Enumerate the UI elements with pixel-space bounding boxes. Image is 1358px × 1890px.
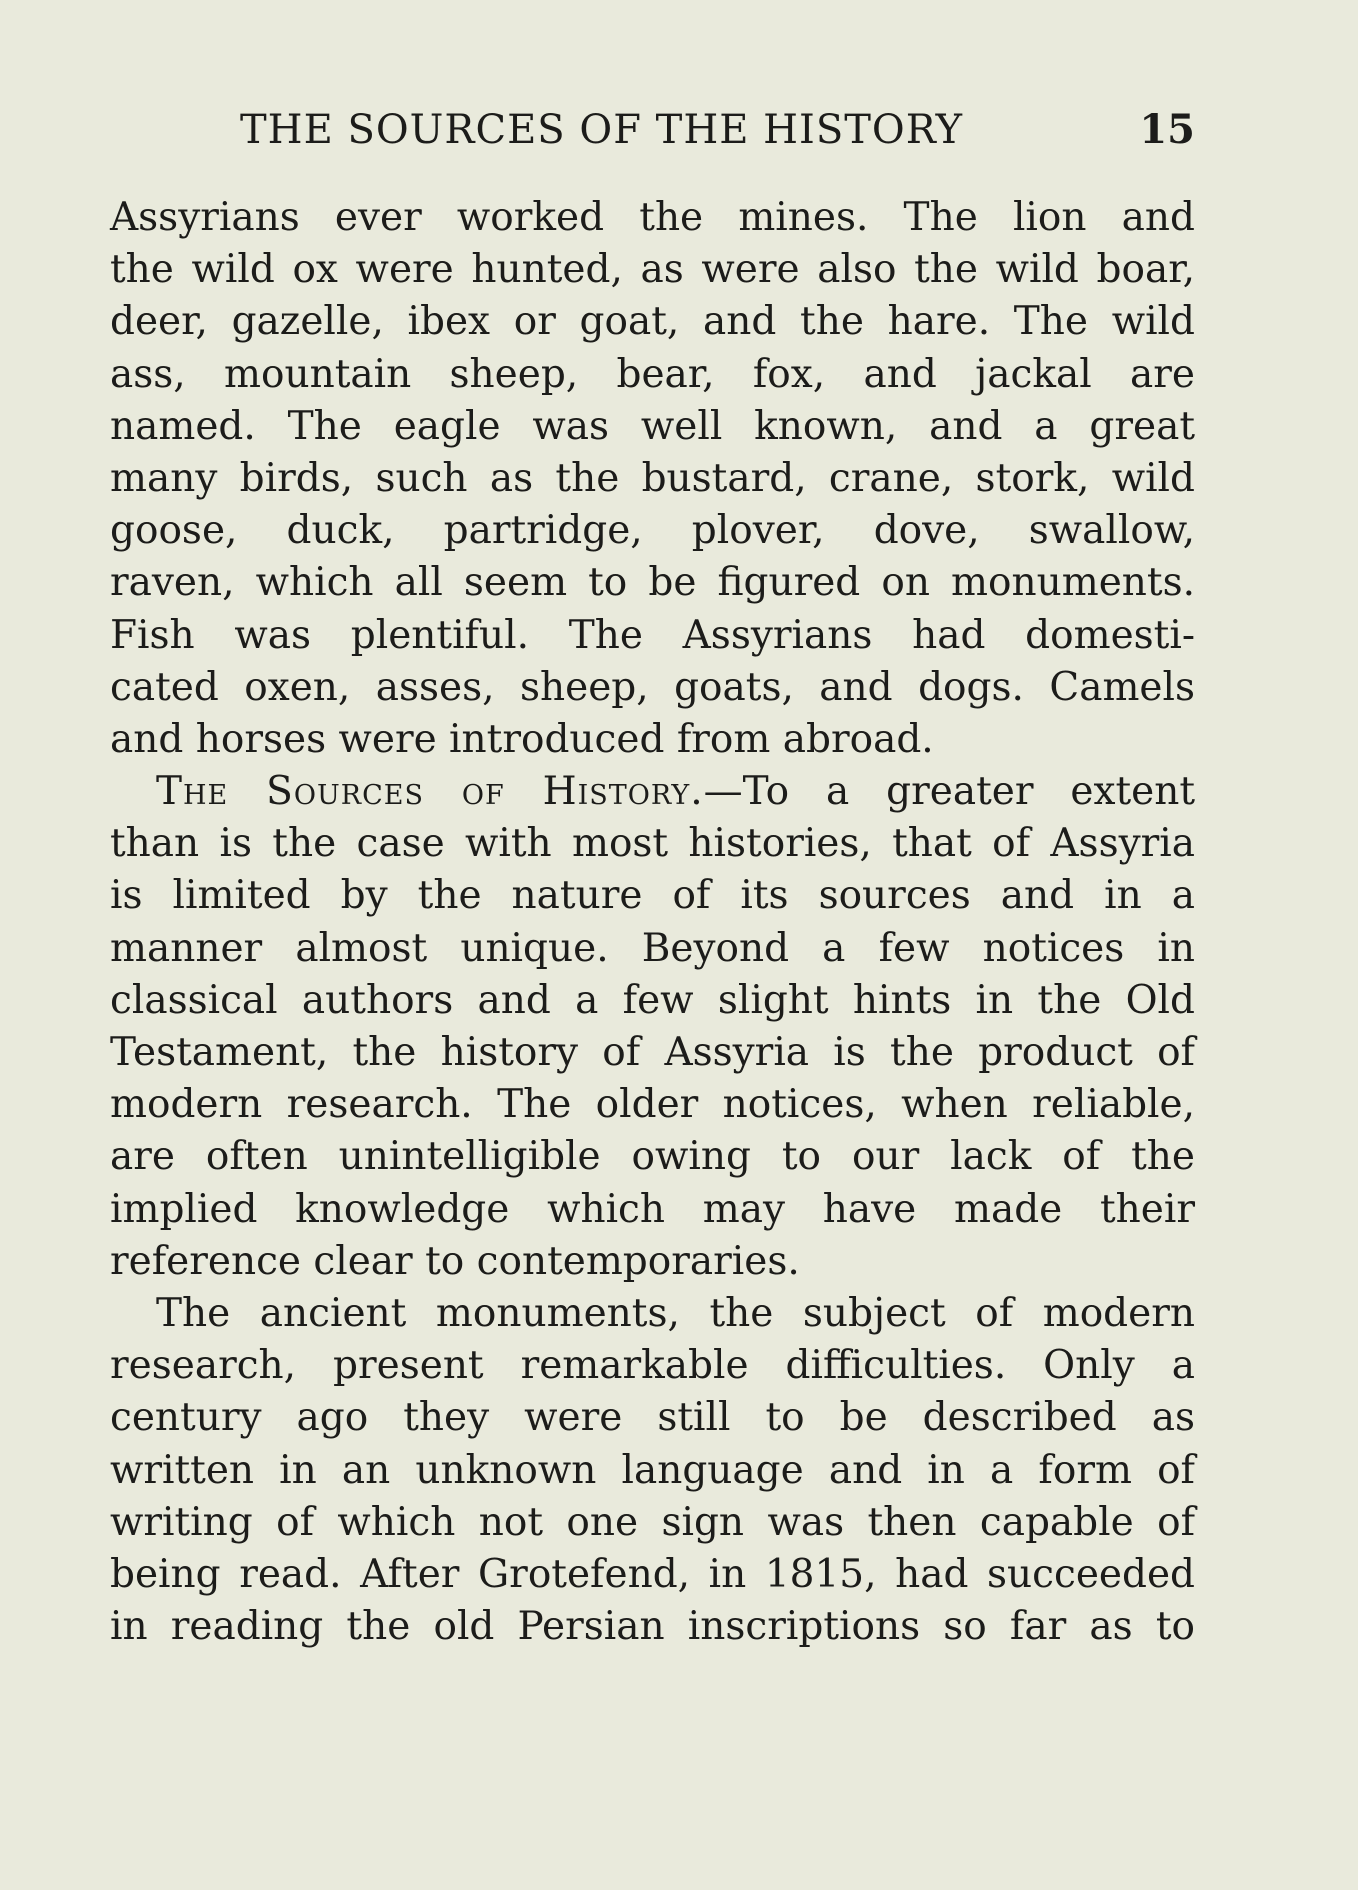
text-line: the wild ox were hunted, as were also the wild boar, <box>110 247 1195 293</box>
text-line: cated oxen, asses, sheep, goats, and dogs. Camels <box>110 664 1195 710</box>
text-line: manner almost unique. Beyond a few notices in <box>110 925 1195 971</box>
section-heading-line <box>110 766 1195 818</box>
body-text <box>110 192 1195 1653</box>
text-line: is limited by the nature of its sources and in a <box>110 873 1195 919</box>
text-fragment: —To a greater extent <box>703 769 1195 815</box>
text-line: are often unintelligible owing to our lack of the <box>110 1134 1195 1180</box>
text-line: than is the case with most histories, that of Assyria <box>110 821 1195 867</box>
text-line: raven, which all seem to be figured on monuments. <box>110 560 1195 606</box>
text-line: in reading the old Persian inscriptions so far as to <box>110 1604 1195 1650</box>
text-line: named. The eagle was well known, and a great <box>110 403 1195 449</box>
text-line: goose, duck, partridge, plover, dove, swallow, <box>110 508 1195 554</box>
text-line: being read. After Grotefend, in 1815, had succeeded <box>110 1551 1195 1597</box>
text-line: Testament, the history of Assyria is the product of <box>110 1030 1195 1075</box>
text-line: ass, mountain sheep, bear, fox, and jackal are <box>110 351 1195 397</box>
text-line: many birds, such as the bustard, crane, stork, wild <box>110 455 1195 501</box>
text-line: century ago they were still to be described as <box>110 1395 1195 1441</box>
page-number: 15 <box>1139 106 1195 153</box>
text-line: Fish was plentiful. The Assyrians had domesti- <box>110 612 1195 658</box>
text-line: classical authors and a few slight hints in the Old <box>110 977 1195 1023</box>
running-head <box>110 100 1195 160</box>
running-title: THE SOURCES OF THE HISTORY <box>240 107 964 153</box>
text-line: modern research. The older notices, when reliable, <box>110 1082 1195 1128</box>
text-line: reference clear to contemporaries. <box>110 1238 800 1284</box>
text-line: Assyrians ever worked the mines. The lion and <box>110 195 1195 240</box>
text-line: deer, gazelle, ibex or goat, and the hare. The wild <box>110 299 1195 345</box>
text-line: The ancient monuments, the subject of modern <box>156 1290 1195 1336</box>
text-line: written in an unknown language and in a form of <box>110 1447 1195 1493</box>
section-heading: The Sources of History. <box>156 769 704 815</box>
text-line: and horses were introduced from abroad. <box>110 716 934 762</box>
text-line: research, present remarkable difficulties. Only a <box>110 1343 1195 1389</box>
text-line: implied knowledge which may have made their <box>110 1186 1195 1232</box>
text-line: writing of which not one sign was then capable of <box>110 1499 1195 1545</box>
